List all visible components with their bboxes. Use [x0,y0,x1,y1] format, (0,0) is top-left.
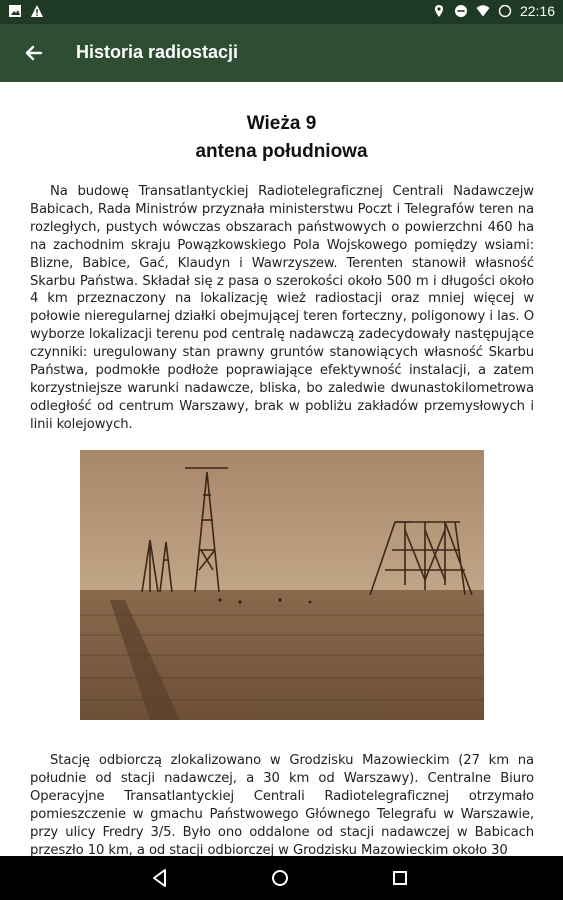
dnd-icon [454,4,468,18]
heading-line-1: Wieża 9 [246,113,317,134]
app-bar-title: Historia radiostacji [76,42,239,62]
heading-line-2: antena południowa [195,141,368,162]
paragraph-1: Na budowę Transatlantyckiej Radiotelegraficznej Centrali Nadawczejw Babicach, Rada Ministrów przyznała ministerstwu Poczt i Telegrafów teren na rozległych, pustych wówczas obszarach państwowych o powierzchni 460 ha na zachodnim skraju Powązkowskiego Pola Wojskowego pomiędzy wsiami: Blizne, Babice, Gać, Klaudyn i Wawrzyszew. Terenten stanowił własność Skarbu Państwa. Składał się z pasa o szerokości około 500 m i długości około 4 km przeznaczony na lokalizację wież radiostacji oraz mniej więcej w połowie nieregularnej działki obejmującej teren forteczny, poligonowy i las. O wyborze lokalizacji terenu pod centralę nadawczą zadecydowały następujące czynniki: uregulowany stan prawny gruntów stanowiących własność Skarbu Państwa, podmokłe podłoże poprawiające efektywność instalacji, a zatem korzystniejsze warunki nadawcze, bliska, bo zaledwie dwunastokilometrowa odległość od centrum Warszawy, brak w pobliżu zakładów przemysłowych i linii kolejowych. [30,184,534,432]
app-bar [0,24,563,82]
nav-back-icon[interactable] [148,866,172,890]
historic-photo [80,450,484,720]
nav-home-icon[interactable] [268,866,292,890]
wifi-icon [476,4,490,18]
clock: 22:16 [519,3,555,19]
paragraph-2: Stację odbiorczą zlokalizowano w Grodzisku Mazowieckim (27 km na południe od stacji nadawczej, a 30 km od Warszawy). Centralne Biuro Operacyjne Transatlantyckiej Centrali Radiotelegraficznej otrzymało pomieszczenie w gmachu Państwowego Głównego Telegrafu w Warszawie, przy ulicy Fredry 3/5. Było ono oddalone od stacji nadawczej w Babicach przeszło 10 km, a od stacji odbiorczej w Grodzisku Mazowieckim około 30 [30,753,534,856]
warning-icon [30,4,44,18]
article-heading [0,110,563,166]
battery-icon [498,4,512,18]
nav-recents-icon[interactable] [388,866,412,890]
image-icon [8,4,22,18]
location-icon [432,4,446,18]
navigation-bar [0,856,563,900]
status-bar [0,0,563,24]
article-content[interactable] [0,82,563,856]
back-arrow-icon[interactable] [18,38,50,68]
